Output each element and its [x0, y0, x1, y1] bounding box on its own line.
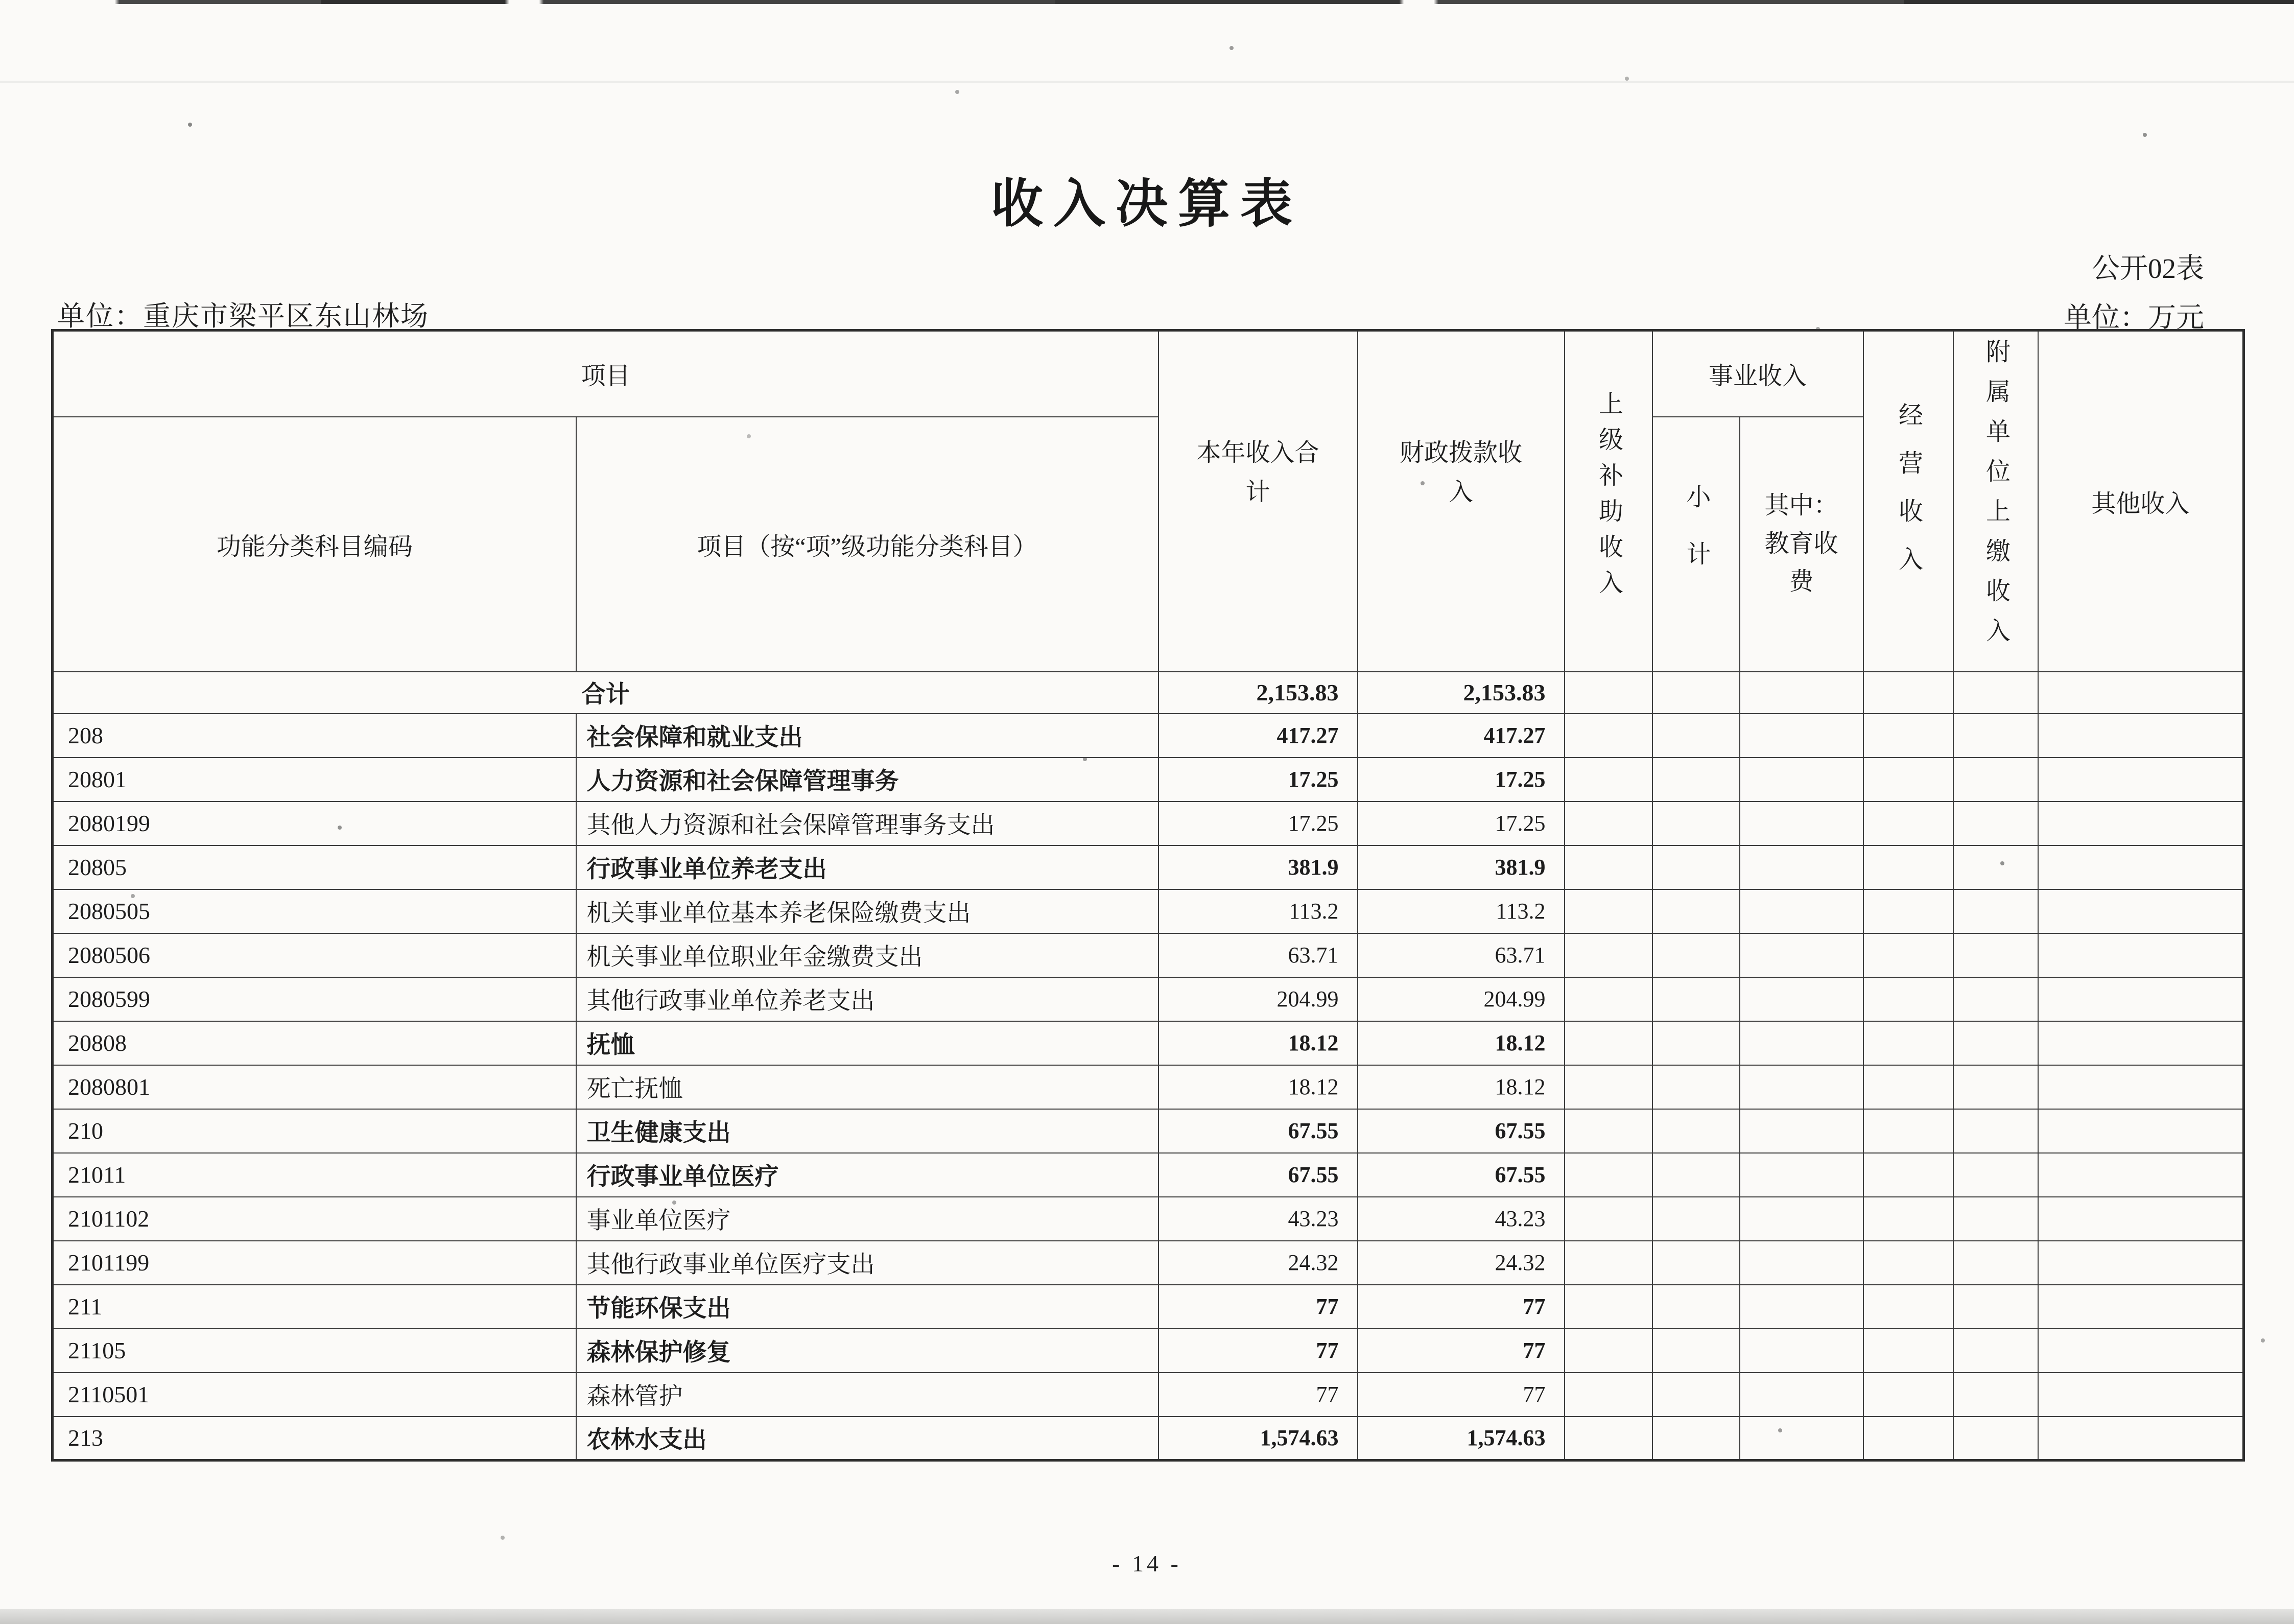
row-other-value — [2038, 672, 2244, 714]
row-affiliate-value — [1953, 1021, 2038, 1065]
row-superior-value — [1565, 1241, 1652, 1285]
row-item-name: 卫生健康支出 — [576, 1109, 1158, 1153]
row-operating-value — [1863, 1153, 1953, 1197]
row-affiliate-value — [1953, 977, 2038, 1021]
row-affiliate-value — [1953, 1417, 2038, 1461]
row-operating-value — [1863, 977, 1953, 1021]
row-fiscal-value: 17.25 — [1358, 758, 1565, 802]
header-item-name: 项目（按“项”级功能分类科目） — [576, 417, 1158, 672]
row-superior-value — [1565, 1021, 1652, 1065]
row-subtotal-value — [1652, 714, 1740, 758]
row-fiscal-value: 381.9 — [1358, 845, 1565, 889]
row-superior-value — [1565, 672, 1652, 714]
row-operating-value — [1863, 758, 1953, 802]
row-superior-value — [1565, 1197, 1652, 1241]
header-row-top — [53, 331, 2244, 417]
row-subtotal-value — [1652, 845, 1740, 889]
row-total-value: 417.27 — [1158, 714, 1358, 758]
row-superior-value — [1565, 1109, 1652, 1153]
row-total-value: 17.25 — [1158, 802, 1358, 845]
row-fiscal-value: 417.27 — [1358, 714, 1565, 758]
row-total-value: 67.55 — [1158, 1153, 1358, 1197]
row-fiscal-value: 2,153.83 — [1358, 672, 1565, 714]
header-superior-subsidy: 上级补助收入 — [1565, 331, 1652, 672]
table-row — [53, 1109, 2244, 1153]
table-row — [53, 1285, 2244, 1329]
row-item-name: 合计 — [53, 672, 1158, 714]
row-code: 2080801 — [53, 1065, 576, 1109]
row-superior-value — [1565, 1285, 1652, 1329]
page-title: 收入决算表 — [991, 176, 1303, 233]
row-education-value — [1740, 714, 1863, 758]
row-subtotal-value — [1652, 802, 1740, 845]
row-code: 20805 — [53, 845, 576, 889]
table-row — [53, 1197, 2244, 1241]
row-operating-value — [1863, 889, 1953, 933]
header-operating-income: 经营收入 — [1863, 331, 1953, 672]
table-row — [53, 933, 2244, 977]
row-item-name: 人力资源和社会保障管理事务 — [576, 758, 1158, 802]
row-fiscal-value: 113.2 — [1358, 889, 1565, 933]
row-operating-value — [1863, 672, 1953, 714]
row-affiliate-value — [1953, 1153, 2038, 1197]
row-other-value — [2038, 1197, 2244, 1241]
row-subtotal-value — [1652, 1329, 1740, 1373]
row-subtotal-value — [1652, 758, 1740, 802]
row-total-value: 18.12 — [1158, 1065, 1358, 1109]
row-total-value: 2,153.83 — [1158, 672, 1358, 714]
row-operating-value — [1863, 1285, 1953, 1329]
row-affiliate-value — [1953, 1109, 2038, 1153]
total-row — [53, 672, 2244, 714]
header-affiliate-remittance: 附属单位上缴收入 — [1953, 331, 2038, 672]
row-item-name: 其他人力资源和社会保障管理事务支出 — [576, 802, 1158, 845]
row-total-value: 43.23 — [1158, 1197, 1358, 1241]
row-subtotal-value — [1652, 1373, 1740, 1417]
row-code: 21105 — [53, 1329, 576, 1373]
row-code: 2080506 — [53, 933, 576, 977]
row-total-value: 1,574.63 — [1158, 1417, 1358, 1461]
header-other-income: 其他收入 — [2038, 331, 2244, 672]
row-superior-value — [1565, 1065, 1652, 1109]
row-item-name: 社会保障和就业支出 — [576, 714, 1158, 758]
row-item-name: 行政事业单位养老支出 — [576, 845, 1158, 889]
row-affiliate-value — [1953, 1285, 2038, 1329]
row-fiscal-value: 77 — [1358, 1329, 1565, 1373]
currency-unit-label: 单位：万元 — [2063, 302, 2204, 333]
row-subtotal-value — [1652, 977, 1740, 1021]
scan-bottom-bar-artifact — [0, 1609, 2294, 1624]
row-other-value — [2038, 1329, 2244, 1373]
header-fiscal-appropriation: 财政拨款收入 — [1358, 331, 1565, 672]
row-fiscal-value: 63.71 — [1358, 933, 1565, 977]
row-fiscal-value: 24.32 — [1358, 1241, 1565, 1285]
row-subtotal-value — [1652, 1153, 1740, 1197]
row-item-name: 机关事业单位职业年金缴费支出 — [576, 933, 1158, 977]
row-code: 2110501 — [53, 1373, 576, 1417]
header-subtotal: 小计 — [1652, 417, 1740, 672]
row-superior-value — [1565, 1153, 1652, 1197]
row-affiliate-value — [1953, 845, 2038, 889]
header-total-income: 本年收入合计 — [1158, 331, 1358, 672]
table-row — [53, 1329, 2244, 1373]
table-row — [53, 1021, 2244, 1065]
row-other-value — [2038, 889, 2244, 933]
table-row — [53, 1417, 2244, 1461]
row-affiliate-value — [1953, 1329, 2038, 1373]
row-total-value: 381.9 — [1158, 845, 1358, 889]
org-unit-label: 单位：重庆市梁平区东山林场 — [57, 301, 429, 332]
row-other-value — [2038, 1153, 2244, 1197]
row-education-value — [1740, 1197, 1863, 1241]
row-other-value — [2038, 1241, 2244, 1285]
row-other-value — [2038, 933, 2244, 977]
row-fiscal-value: 18.12 — [1358, 1021, 1565, 1065]
table-row — [53, 758, 2244, 802]
row-subtotal-value — [1652, 1417, 1740, 1461]
row-superior-value — [1565, 714, 1652, 758]
row-operating-value — [1863, 1021, 1953, 1065]
row-code: 2080505 — [53, 889, 576, 933]
row-fiscal-value: 67.55 — [1358, 1109, 1565, 1153]
row-code: 2080199 — [53, 802, 576, 845]
row-item-name: 森林管护 — [576, 1373, 1158, 1417]
row-superior-value — [1565, 977, 1652, 1021]
row-code: 211 — [53, 1285, 576, 1329]
row-other-value — [2038, 977, 2244, 1021]
row-operating-value — [1863, 933, 1953, 977]
row-subtotal-value — [1652, 933, 1740, 977]
row-education-value — [1740, 977, 1863, 1021]
row-education-value — [1740, 933, 1863, 977]
row-superior-value — [1565, 1329, 1652, 1373]
row-item-name: 农林水支出 — [576, 1417, 1158, 1461]
row-fiscal-value: 18.12 — [1358, 1065, 1565, 1109]
row-fiscal-value: 17.25 — [1358, 802, 1565, 845]
table-row — [53, 714, 2244, 758]
row-superior-value — [1565, 845, 1652, 889]
row-item-name: 其他行政事业单位医疗支出 — [576, 1241, 1158, 1285]
row-operating-value — [1863, 1109, 1953, 1153]
row-other-value — [2038, 1285, 2244, 1329]
row-total-value: 113.2 — [1158, 889, 1358, 933]
row-fiscal-value: 1,574.63 — [1358, 1417, 1565, 1461]
row-item-name: 节能环保支出 — [576, 1285, 1158, 1329]
row-code: 2101199 — [53, 1241, 576, 1285]
row-affiliate-value — [1953, 889, 2038, 933]
row-total-value: 24.32 — [1158, 1241, 1358, 1285]
row-education-value — [1740, 1285, 1863, 1329]
row-education-value — [1740, 802, 1863, 845]
row-code: 21011 — [53, 1153, 576, 1197]
row-total-value: 77 — [1158, 1285, 1358, 1329]
row-education-value — [1740, 758, 1863, 802]
row-affiliate-value — [1953, 714, 2038, 758]
row-education-value — [1740, 1065, 1863, 1109]
row-education-value — [1740, 1153, 1863, 1197]
row-code: 20808 — [53, 1021, 576, 1065]
scan-top-edge-artifact — [0, 0, 2294, 4]
page-number: - 14 - — [1112, 1550, 1181, 1576]
table-row — [53, 1241, 2244, 1285]
row-subtotal-value — [1652, 1197, 1740, 1241]
row-item-name: 事业单位医疗 — [576, 1197, 1158, 1241]
table-row — [53, 1373, 2244, 1417]
row-superior-value — [1565, 889, 1652, 933]
scan-noise — [0, 0, 2, 2]
row-other-value — [2038, 802, 2244, 845]
row-education-value — [1740, 672, 1863, 714]
row-item-name: 行政事业单位医疗 — [576, 1153, 1158, 1197]
row-operating-value — [1863, 1329, 1953, 1373]
row-superior-value — [1565, 802, 1652, 845]
table-row — [53, 889, 2244, 933]
row-operating-value — [1863, 1373, 1953, 1417]
table-row — [53, 802, 2244, 845]
table-code-label: 公开02表 — [2091, 253, 2204, 284]
table-meta — [2064, 244, 2204, 342]
row-item-name: 抚恤 — [576, 1021, 1158, 1065]
row-total-value: 18.12 — [1158, 1021, 1358, 1065]
row-code: 2080599 — [53, 977, 576, 1021]
row-education-value — [1740, 845, 1863, 889]
row-total-value: 17.25 — [1158, 758, 1358, 802]
row-code: 20801 — [53, 758, 576, 802]
row-fiscal-value: 43.23 — [1358, 1197, 1565, 1241]
row-subtotal-value — [1652, 1065, 1740, 1109]
row-affiliate-value — [1953, 933, 2038, 977]
income-table — [51, 329, 2245, 1462]
table-row — [53, 845, 2244, 889]
row-education-value — [1740, 1417, 1863, 1461]
header-business-income-group: 事业收入 — [1652, 331, 1863, 417]
row-affiliate-value — [1953, 672, 2038, 714]
row-operating-value — [1863, 802, 1953, 845]
row-item-name: 其他行政事业单位养老支出 — [576, 977, 1158, 1021]
row-total-value: 204.99 — [1158, 977, 1358, 1021]
row-other-value — [2038, 1065, 2244, 1109]
row-education-value — [1740, 1109, 1863, 1153]
row-superior-value — [1565, 933, 1652, 977]
row-affiliate-value — [1953, 1241, 2038, 1285]
row-fiscal-value: 77 — [1358, 1285, 1565, 1329]
row-total-value: 77 — [1158, 1373, 1358, 1417]
row-fiscal-value: 67.55 — [1358, 1153, 1565, 1197]
row-total-value: 63.71 — [1158, 933, 1358, 977]
row-education-value — [1740, 1241, 1863, 1285]
row-fiscal-value: 204.99 — [1358, 977, 1565, 1021]
row-operating-value — [1863, 1197, 1953, 1241]
row-superior-value — [1565, 1417, 1652, 1461]
row-fiscal-value: 77 — [1358, 1373, 1565, 1417]
row-education-value — [1740, 1021, 1863, 1065]
header-project-group: 项目 — [53, 331, 1158, 417]
row-affiliate-value — [1953, 802, 2038, 845]
row-affiliate-value — [1953, 758, 2038, 802]
row-subtotal-value — [1652, 889, 1740, 933]
row-subtotal-value — [1652, 1285, 1740, 1329]
row-other-value — [2038, 714, 2244, 758]
table-body — [53, 672, 2244, 1461]
header-function-code: 功能分类科目编码 — [53, 417, 576, 672]
row-superior-value — [1565, 758, 1652, 802]
row-operating-value — [1863, 1065, 1953, 1109]
row-code: 2101102 — [53, 1197, 576, 1241]
row-superior-value — [1565, 1373, 1652, 1417]
row-total-value: 67.55 — [1158, 1109, 1358, 1153]
row-education-value — [1740, 889, 1863, 933]
row-other-value — [2038, 845, 2244, 889]
row-affiliate-value — [1953, 1065, 2038, 1109]
row-code: 208 — [53, 714, 576, 758]
row-affiliate-value — [1953, 1197, 2038, 1241]
row-other-value — [2038, 1021, 2244, 1065]
table-row — [53, 1153, 2244, 1197]
row-code: 213 — [53, 1417, 576, 1461]
row-other-value — [2038, 1109, 2244, 1153]
row-education-value — [1740, 1329, 1863, 1373]
row-other-value — [2038, 1373, 2244, 1417]
row-affiliate-value — [1953, 1373, 2038, 1417]
row-operating-value — [1863, 1241, 1953, 1285]
row-item-name: 森林保护修复 — [576, 1329, 1158, 1373]
row-total-value: 77 — [1158, 1329, 1358, 1373]
table-row — [53, 977, 2244, 1021]
row-subtotal-value — [1652, 1241, 1740, 1285]
row-subtotal-value — [1652, 672, 1740, 714]
row-item-name: 死亡抚恤 — [576, 1065, 1158, 1109]
scan-streak-artifact — [0, 81, 2294, 83]
row-operating-value — [1863, 714, 1953, 758]
row-education-value — [1740, 1373, 1863, 1417]
row-code: 210 — [53, 1109, 576, 1153]
row-subtotal-value — [1652, 1021, 1740, 1065]
row-other-value — [2038, 758, 2244, 802]
row-operating-value — [1863, 845, 1953, 889]
row-other-value — [2038, 1417, 2244, 1461]
table-row — [53, 1065, 2244, 1109]
row-item-name: 机关事业单位基本养老保险缴费支出 — [576, 889, 1158, 933]
row-subtotal-value — [1652, 1109, 1740, 1153]
row-operating-value — [1863, 1417, 1953, 1461]
header-education-fee: 其中：教育收费 — [1740, 417, 1863, 672]
